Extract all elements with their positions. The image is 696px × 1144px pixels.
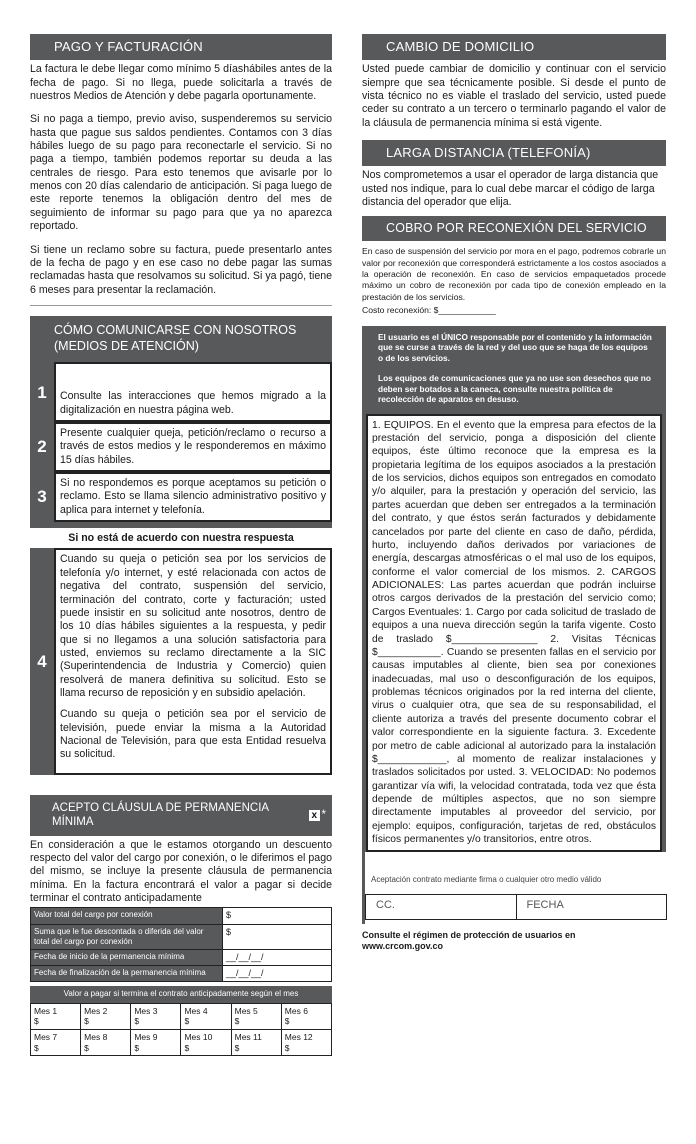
perm-label: Fecha de finalización de la permanencia mínima xyxy=(31,966,223,982)
perm-value-field[interactable]: __/__/__/ xyxy=(223,949,332,965)
channel-number: 2 xyxy=(37,437,47,457)
billing-paragraph-3: Si tiene un reclamo sobre su factura, puede presentarlo antes de la fecha de pago y en ese caso no debe pagar las sumas reclamadas hasta que resolvamos su solicitud. Si ya pagó, tiene 6 meses para presentar la reclamación. xyxy=(30,243,332,296)
month-cell[interactable] xyxy=(31,1029,81,1055)
channel-row-4 xyxy=(30,548,332,774)
month-cell[interactable] xyxy=(131,1003,181,1029)
currency-sign: $ xyxy=(284,1016,290,1027)
month-label: Mes 10 xyxy=(184,1031,213,1042)
month-cell[interactable] xyxy=(231,1029,281,1055)
month-label: Mes 1 xyxy=(34,1005,58,1016)
channel-number: 1 xyxy=(37,382,47,402)
channel-text: Si no respondemos es porque aceptamos su petición o reclamo. Esto se llama silencio administrativo positivo y aplica para internet y telefonía. xyxy=(54,472,332,522)
tv-paragraph: Cuando su queja o petición sea por el servicio de televisión, puede enviar la misma a la Autoridad Nacional de Televisión, para que esta Entidad resuelva su solicitud. xyxy=(60,708,326,761)
recycling-text: Los equipos de comunicaciones que ya no use son desechos que no deben ser botados a la caneca, consulte nuestra política de recolección de aparatos en desuso. xyxy=(378,373,651,405)
month-cell[interactable] xyxy=(181,1003,231,1029)
month-label: Mes 5 xyxy=(234,1005,258,1016)
currency-sign: $ xyxy=(184,1016,190,1027)
terms-text: 1. EQUIPOS. En el evento que la empresa para efectos de la prestación del servicio, ponga a disposición del cliente equipos, éste último reconoce que la empresa es la propietaria legítima de los equipos asociados a la prestación de los servicios, dichos equipos son entregados en comodato y/o alquiler, para la prestación y operación del servicio, las partes acuerdan que deben ser entregados a la terminación del contrato, y que éstos serán facturados y debidamente cancelados por parte del cliente en caso de daño, pérdida, hurto, incluyendo daños derivados por variaciones de energía, descargas atmosféricas o el mal uso de los equipos, conforme el valor comercial de los mismos. 2. CARGOS ADICIONALES: Las partes acuerdan que podrán incluirse otros cargos derivados de la prestación del servicio como; Cargos Eventuales: 1. Cargo por cada solicitud de traslado de equipos a una nueva dirección según la tarifa vigente. Costo de traslado $_______________ 2. Visitas Técnicas $___________. Cuando se presenten fallas en el servicio por causas imputables al cliente, bien sea por conexiones inadecuadas, mal uso o desconfiguración de los equipos, problemas técnicos originados por la red interna del cliente, virus o cualquier otra, que sea de su responsabilidad, el cliente autoriza a través del presente documento cobrar el valor correspondiente en la siguiente factura. 3. Excedente por metro de cable adicional al autorizado para la instalación $____________, al momento de realizar instalaciones y traslados solicitados por usted. 3. VELOCIDAD: No podemos garantizar vía wifi, la velocidad contratada, toda vez que ésta depende de múltiples aspectos, que no son siempre directamente imputables al proveedor del servicio, por ejemplo: equipos, configuración, tarjetas de red, obstáculos físicos permanentes y/o transitorios, entre otros. xyxy=(366,414,662,852)
date-field[interactable]: FECHA xyxy=(526,898,564,911)
footer xyxy=(362,930,666,953)
currency-sign: $ xyxy=(284,1042,290,1053)
currency-sign: $ xyxy=(34,1016,39,1027)
reconnection-cost: Costo reconexión: $____________ xyxy=(362,304,496,315)
reconnection-header: COBRO POR RECONEXIÓN DEL SERVICIO xyxy=(362,216,666,242)
channel-row-4-box xyxy=(54,548,332,774)
table-row xyxy=(31,966,332,982)
channel-row-1 xyxy=(30,362,332,422)
responsibility-note xyxy=(362,326,666,411)
acceptance-area xyxy=(362,852,666,924)
billing-paragraph-2: Si no paga a tiempo, previo aviso, suspenderemos su servicio hasta que pague sus saldos pendientes. Contamos con 3 días hábiles luego de su pago para reconectarle el servicio. Si no paga a tiempo, también podemos reportar su deuda a las centrales de riesgo. Para esto tenemos que avisarle por lo menos con 20 días calendario de anticipación. Si paga luego de este reporte tenemos la obligación dentro del mes de seguimiento de informar su pago para que ya no aparezca reportado. xyxy=(30,113,332,233)
currency-sign: $ xyxy=(134,1016,140,1027)
divider xyxy=(30,305,332,306)
table-row xyxy=(31,949,332,965)
acceptance-label: Aceptación contrato mediante firma o cualquier otro medio válido xyxy=(371,875,602,885)
month-label: Mes 9 xyxy=(134,1031,158,1042)
perm-label: Suma que le fue descontada o diferida del valor total del cargo por conexión xyxy=(31,924,223,949)
month-cell[interactable] xyxy=(31,1003,81,1029)
asterisk: * xyxy=(321,808,326,821)
billing-header: PAGO Y FACTURACIÓN xyxy=(30,34,332,60)
month-label: Mes 3 xyxy=(134,1005,158,1016)
channel-text: Consulte las interacciones que hemos migrado a la digitalización en nuestra página web. xyxy=(54,362,332,422)
currency-sign: $ xyxy=(234,1016,240,1027)
month-cell[interactable] xyxy=(281,1003,331,1029)
permanence-text: En consideración a que le estamos otorgando un descuento respecto del valor del cargo por conexión, o le diferimos el pago del mismo, se incluye la presente cláusula de permanencia mínima. En la factura encontrará el valor a pagar si decide terminar el contrato anticipadamente xyxy=(30,838,332,904)
month-cell[interactable] xyxy=(81,1029,131,1055)
currency-sign: $ xyxy=(184,1042,190,1053)
month-cell[interactable] xyxy=(131,1029,181,1055)
month-label: Mes 12 xyxy=(284,1031,313,1042)
channels-title: CÓMO COMUNICARSE CON NOSOTROS (MEDIOS DE ATENCIÓN) xyxy=(54,322,297,354)
channel-row-3 xyxy=(30,472,332,522)
disagree-subheading: Si no está de acuerdo con nuestra respuesta xyxy=(68,532,294,545)
month-label: Mes 8 xyxy=(84,1031,108,1042)
reconnection-text: En caso de suspensión del servicio por mora en el pago, podremos cobrarle un valor por reconexión que corresponderá estrictamente a los costos asociados a la operación de reconexión. En caso de servicios empaquetados procede máximo un cobro de reconexión por cada tipo de conexión empleado en la prestación de los servicios. xyxy=(362,246,666,302)
channel-row-2 xyxy=(30,422,332,472)
perm-label: Valor total del cargo por conexión xyxy=(31,908,223,924)
billing-paragraph-1: La factura le debe llegar como mínimo 5 díashábiles antes de la fecha de pago. Si no llega, puede solicitarla a través de nuestros Medios de Atención y debe pagarla oportunamente. xyxy=(30,63,332,103)
table-row xyxy=(31,924,332,949)
footer-url[interactable]: www.crcom.gov.co xyxy=(362,941,444,952)
longdistance-text: Nos comprometemos a usar el operador de larga distancia que usted nos indique, para lo cual debe marcar el código de larga distancia del operador que elija. xyxy=(362,169,659,209)
month-cell[interactable] xyxy=(81,1003,131,1029)
month-label: Mes 7 xyxy=(34,1031,58,1042)
channels-section xyxy=(30,316,332,528)
terms-wrapper xyxy=(362,411,666,852)
month-cell[interactable] xyxy=(181,1029,231,1055)
month-cell[interactable] xyxy=(281,1029,331,1055)
month-label: Mes 2 xyxy=(84,1005,108,1016)
permanence-table xyxy=(30,907,332,982)
perm-value-field[interactable]: __/__/__/ xyxy=(223,966,332,982)
responsibility-text: El usuario es el ÚNICO responsable por el contenido y la información que se curse a través de la red y del uso que se haga de los equipos o de los servicios. xyxy=(378,331,652,363)
table-row xyxy=(31,1003,332,1029)
months-table xyxy=(30,1003,332,1057)
appeal-paragraph: Cuando su queja o petición sea por los servicios de telefonía y/o internet, y esté relacionada con actos de negativa del contrato, suspensión del servicio, terminación del contrato, corte y facturación; usted puede insistir en su solicitud ante nosotros, dentro de los 10 días hábiles siguientes a la respuesta, y pedir que si no llegamos a una solución satisfactoria para usted, enviemos su reclamo directamente a la SIC (Superintendencia de Industria y Comercio) quien resolverá de manera definitiva su solicitud. Esto se llama recurso de reposición y en subsidio apelación. xyxy=(60,553,326,699)
footer-line-1: Consulte el régimen de protección de usuarios en xyxy=(362,929,576,940)
signature-row xyxy=(365,894,667,920)
perm-label: Fecha de inicio de la permanencia mínima xyxy=(31,949,223,965)
table-row xyxy=(31,908,332,924)
longdistance-header: LARGA DISTANCIA (TELEFONÍA) xyxy=(362,140,666,166)
months-title: Valor a pagar si termina el contrato anticipadamente según el mes xyxy=(30,986,332,1002)
currency-sign: $ xyxy=(84,1016,89,1027)
perm-value-field[interactable]: $ xyxy=(223,924,332,949)
month-label: Mes 11 xyxy=(234,1031,262,1042)
currency-sign: $ xyxy=(234,1042,240,1053)
month-cell[interactable] xyxy=(231,1003,281,1029)
month-label: Mes 4 xyxy=(184,1005,208,1016)
channel-text: Presente cualquier queja, petición/reclamo o recurso a través de estos medios y le responderemos en máximo 15 días hábiles. xyxy=(54,422,332,472)
currency-sign: $ xyxy=(84,1042,89,1053)
cc-field[interactable]: CC. xyxy=(366,895,517,919)
permanence-header xyxy=(30,795,332,836)
month-label: Mes 6 xyxy=(284,1005,308,1016)
currency-sign: $ xyxy=(134,1042,140,1053)
address-text: Usted puede cambiar de domicilio y continuar con el servicio siempre que sea técnicamente posible. Si desde el punto de vista técnico no es viable el traslado del servicio, usted puede ceder su contrato a un tercero o terminarlo pagando el valor de la cláusula de permanencia mínima si está vigente. xyxy=(362,63,666,129)
channel-number: 4 xyxy=(37,651,47,671)
table-row xyxy=(31,1029,332,1055)
left-column xyxy=(30,34,332,1056)
currency-sign: $ xyxy=(34,1042,39,1053)
perm-value-field[interactable]: $ xyxy=(223,908,332,924)
permanence-title: ACEPTO CLÁUSULA DE PERMANENCIA MÍNIMA xyxy=(52,801,269,829)
address-header: CAMBIO DE DOMICILIO xyxy=(362,34,666,60)
channel-number: 3 xyxy=(37,487,47,507)
right-column xyxy=(362,34,666,953)
permanence-checkbox[interactable]: x xyxy=(309,810,320,821)
